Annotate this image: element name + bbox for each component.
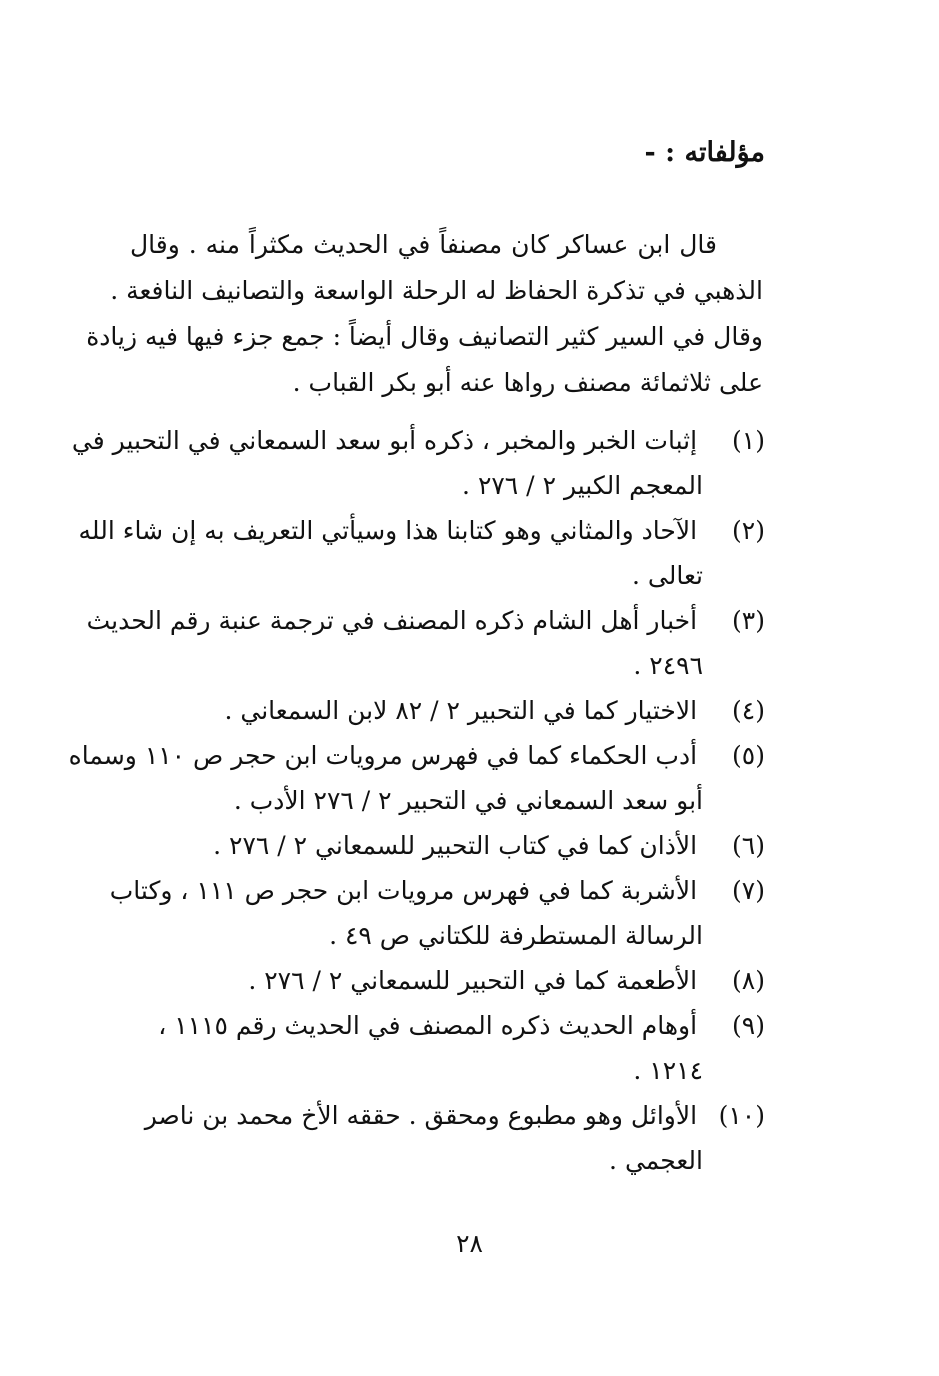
- work-text-continued: أبو سعد السمعاني في التحبير ٢ / ٢٧٦ الأدب .: [233, 786, 703, 815]
- work-text: أخبار أهل الشام ذكره المصنف في ترجمة عنبة رقم الحديث: [86, 606, 698, 635]
- work-number: (١): [732, 426, 765, 455]
- work-text-continued: العجمي .: [609, 1146, 703, 1175]
- work-text-continued: تعالى .: [632, 561, 703, 590]
- work-item: [78, 508, 765, 598]
- work-item: [126, 1093, 765, 1183]
- work-number: (١٠): [718, 1101, 765, 1130]
- work-text: أوهام الحديث ذكره المصنف في الحديث رقم ١١١٥ ،: [158, 1011, 698, 1040]
- work-text-continued: الرسالة المستطرفة للكتاني ص ٤٩ .: [329, 921, 703, 950]
- work-item: [109, 868, 765, 958]
- intro-paragraph: [86, 222, 763, 406]
- work-text: الاختيار كما في التحبير ٢ / ٨٢ لابن السمعاني .: [224, 696, 698, 725]
- work-item: [86, 598, 765, 688]
- work-item: [126, 823, 765, 868]
- work-text: الأوائل وهو مطبوع ومحقق . حققه الأخ محمد بن ناصر: [144, 1101, 698, 1130]
- work-number: (٩): [732, 1011, 765, 1040]
- work-number: (٦): [732, 831, 765, 860]
- work-text-continued: ١٢١٤ .: [633, 1056, 703, 1085]
- work-number: (٧): [732, 876, 765, 905]
- work-number: (٢): [732, 516, 765, 545]
- work-item: [71, 418, 765, 508]
- work-item: [126, 688, 765, 733]
- work-number: (٤): [732, 696, 765, 725]
- work-text: أدب الحكماء كما في فهرس مرويات ابن حجر ص ١١٠ وسماه: [68, 741, 698, 770]
- work-text-continued: المعجم الكبير ٢ / ٢٧٦ .: [462, 471, 703, 500]
- work-number: (٨): [732, 966, 765, 995]
- work-text: الأشربة كما في فهرس مرويات ابن حجر ص ١١١ ، وكتاب: [109, 876, 698, 905]
- works-list: [68, 418, 765, 1183]
- work-text: الأطعمة كما في التحبير للسمعاني ٢ / ٢٧٦ .: [248, 966, 698, 995]
- work-text: الأذان كما في كتاب التحبير للسمعاني ٢ / ٢٧٦ .: [213, 831, 698, 860]
- work-item: [126, 958, 765, 1003]
- work-item: [68, 733, 765, 823]
- work-text: إثبات الخبر والمخبر ، ذكره أبو سعد السمعاني في التحبير في: [71, 426, 698, 455]
- intro-line: وقال في السير كثير التصانيف وقال أيضاً : جمع جزء فيها فيه زيادة: [86, 322, 763, 351]
- intro-line: على ثلاثمائة مصنف رواها عنه أبو بكر القباب .: [292, 368, 763, 397]
- work-number: (٣): [732, 606, 765, 635]
- page-number: ٢٨: [456, 1229, 483, 1258]
- work-text: الآحاد والمثاني وهو كتابنا هذا وسيأتي التعريف به إن شاء الله: [78, 516, 698, 545]
- work-item: [126, 1003, 765, 1093]
- intro-line: قال ابن عساكر كان مصنفاً في الحديث مكثراً منه . وقال: [130, 230, 717, 259]
- section-heading: مؤلفاته : -: [644, 137, 765, 168]
- intro-line: الذهبي في تذكرة الحفاظ له الرحلة الواسعة والتصانيف النافعة .: [110, 276, 763, 305]
- work-text-continued: ٢٤٩٦ .: [633, 651, 703, 680]
- work-number: (٥): [732, 741, 765, 770]
